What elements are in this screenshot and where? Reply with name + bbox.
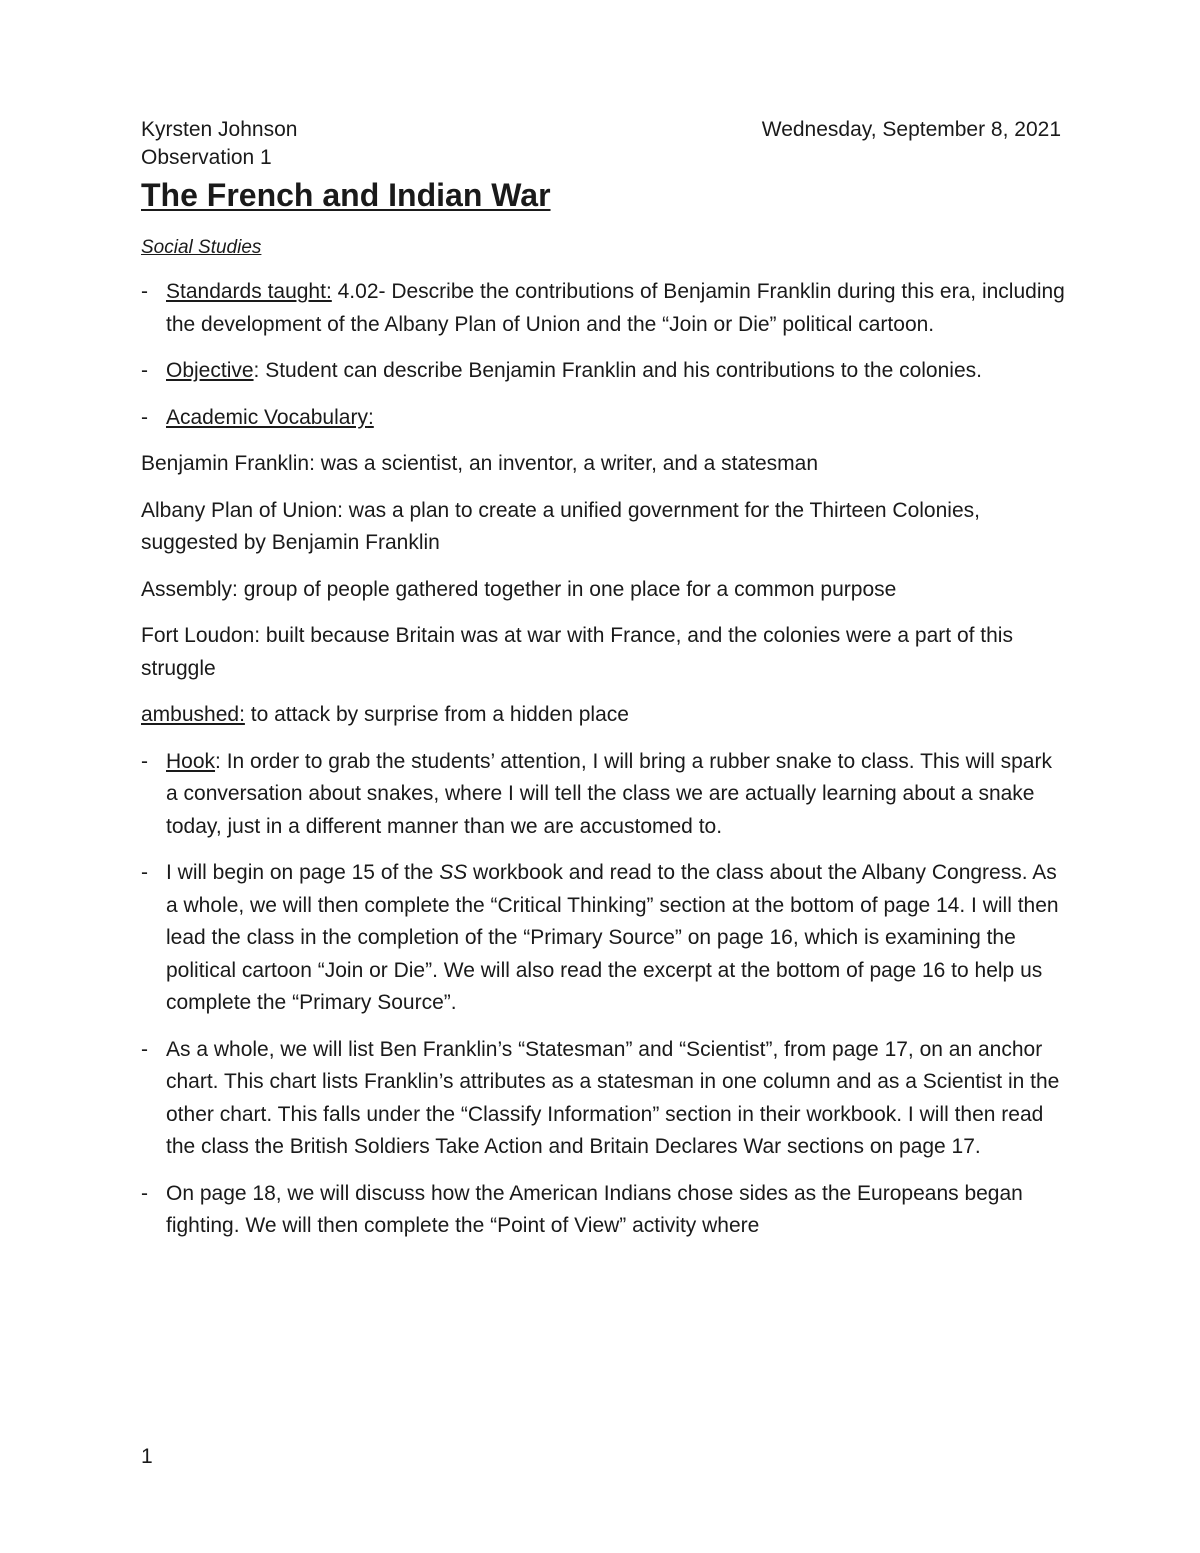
vocabulary-bullet — [141, 402, 1066, 435]
objective-text: : Student can describe Benjamin Franklin and his contributions to the colonies. — [253, 359, 982, 382]
hook-label: Hook — [166, 749, 216, 773]
subject-heading: Social Studies — [141, 237, 262, 258]
vocab-definition: : group of people gathered together in one place for a common purpose — [232, 577, 897, 601]
observation-label: Observation 1 — [141, 146, 272, 169]
vocabulary-label: Academic Vocabulary — [166, 405, 368, 429]
bullet-dash: - — [141, 861, 148, 884]
vocab-item — [141, 699, 1066, 732]
hook-text: : In order to grab the students’ attention, I will bring a rubber snake to class. This will spark a conversation about snakes, where I will tell the class we are actually learning about a snake today, just in a different manner than we are accustomed to. — [166, 749, 1052, 838]
vocab-definition: : built because Britain was at war with France, and the colonies were a part of this struggle — [141, 624, 1013, 680]
vocab-term: ambushed: — [141, 703, 245, 726]
vocab-term: Fort Loudon — [141, 624, 255, 647]
step-bullet — [141, 1178, 1066, 1243]
vocab-definition: : was a plan to create a unified government for the Thirteen Colonies, suggested by Benjamin Franklin — [141, 498, 980, 554]
bullet-dash: - — [141, 1181, 148, 1205]
objective-bullet — [141, 355, 1066, 388]
step-text-italic: SS — [439, 861, 468, 884]
objective-label: Objective — [166, 359, 254, 382]
vocabulary-label-colon: : — [367, 405, 374, 429]
standards-label: Standards taught: — [166, 280, 332, 303]
bullet-dash: - — [141, 1037, 148, 1061]
bullet-dash: - — [141, 749, 148, 773]
standards-text: 4.02- Describe the contributions of Benjamin Franklin during this era, including the development of the Albany Plan of Union and the “Join or Die” political cartoon. — [166, 280, 1065, 336]
standards-bullet — [141, 276, 1066, 341]
vocab-item — [141, 495, 1066, 560]
bullet-dash: - — [141, 359, 148, 382]
vocab-term: Assembly — [141, 577, 233, 601]
vocab-term: Albany Plan of Union — [141, 498, 338, 522]
author-name: Kyrsten Johnson — [141, 118, 298, 141]
step-bullet — [141, 1034, 1066, 1164]
step-text: On page 18, we will discuss how the American Indians chose sides as the Europeans began fighting. We will then complete the “Point of View” activity where — [166, 1181, 1023, 1237]
page-number: 1 — [141, 1445, 153, 1468]
bullet-dash: - — [141, 405, 148, 429]
vocab-item — [141, 574, 1066, 607]
step-text: As a whole, we will list Ben Franklin’s “Statesman” and “Scientist”, from page 17, on an anchor chart. This chart lists Franklin’s attributes as a statesman in one column and as a Scientist in the other chart. This falls under the “Classify Information” section in their workbook. I will then read the class the British Soldiers Take Action and Britain Declares War sections on page 17. — [166, 1037, 1060, 1158]
vocab-item — [141, 620, 1066, 685]
step-bullet — [141, 857, 1066, 1020]
vocab-definition: : was a scientist, an inventor, a writer, and a statesman — [309, 452, 818, 475]
step-text-after: workbook and read to the class about the Albany Congress. As a whole, we will then complete the “Critical Thinking” section at the bottom of page 14. I will then lead the class in the completion of the “Primary Source” on page 16, which is examining the political cartoon “Join or Die”. We will also read the excerpt at the bottom of page 16 to help us complete the “Primary Source”. — [166, 861, 1059, 1014]
vocab-term: Benjamin Franklin — [141, 452, 310, 475]
document-body — [141, 276, 1066, 1257]
document-title: The French and Indian War — [141, 177, 551, 213]
bullet-dash: - — [141, 280, 148, 303]
step-text-before: I will begin on page 15 of the — [166, 861, 440, 884]
lesson-date: Wednesday, September 8, 2021 — [761, 118, 1061, 141]
hook-bullet — [141, 746, 1066, 844]
vocab-item — [141, 448, 1066, 481]
vocab-definition: to attack by surprise from a hidden place — [244, 703, 629, 726]
